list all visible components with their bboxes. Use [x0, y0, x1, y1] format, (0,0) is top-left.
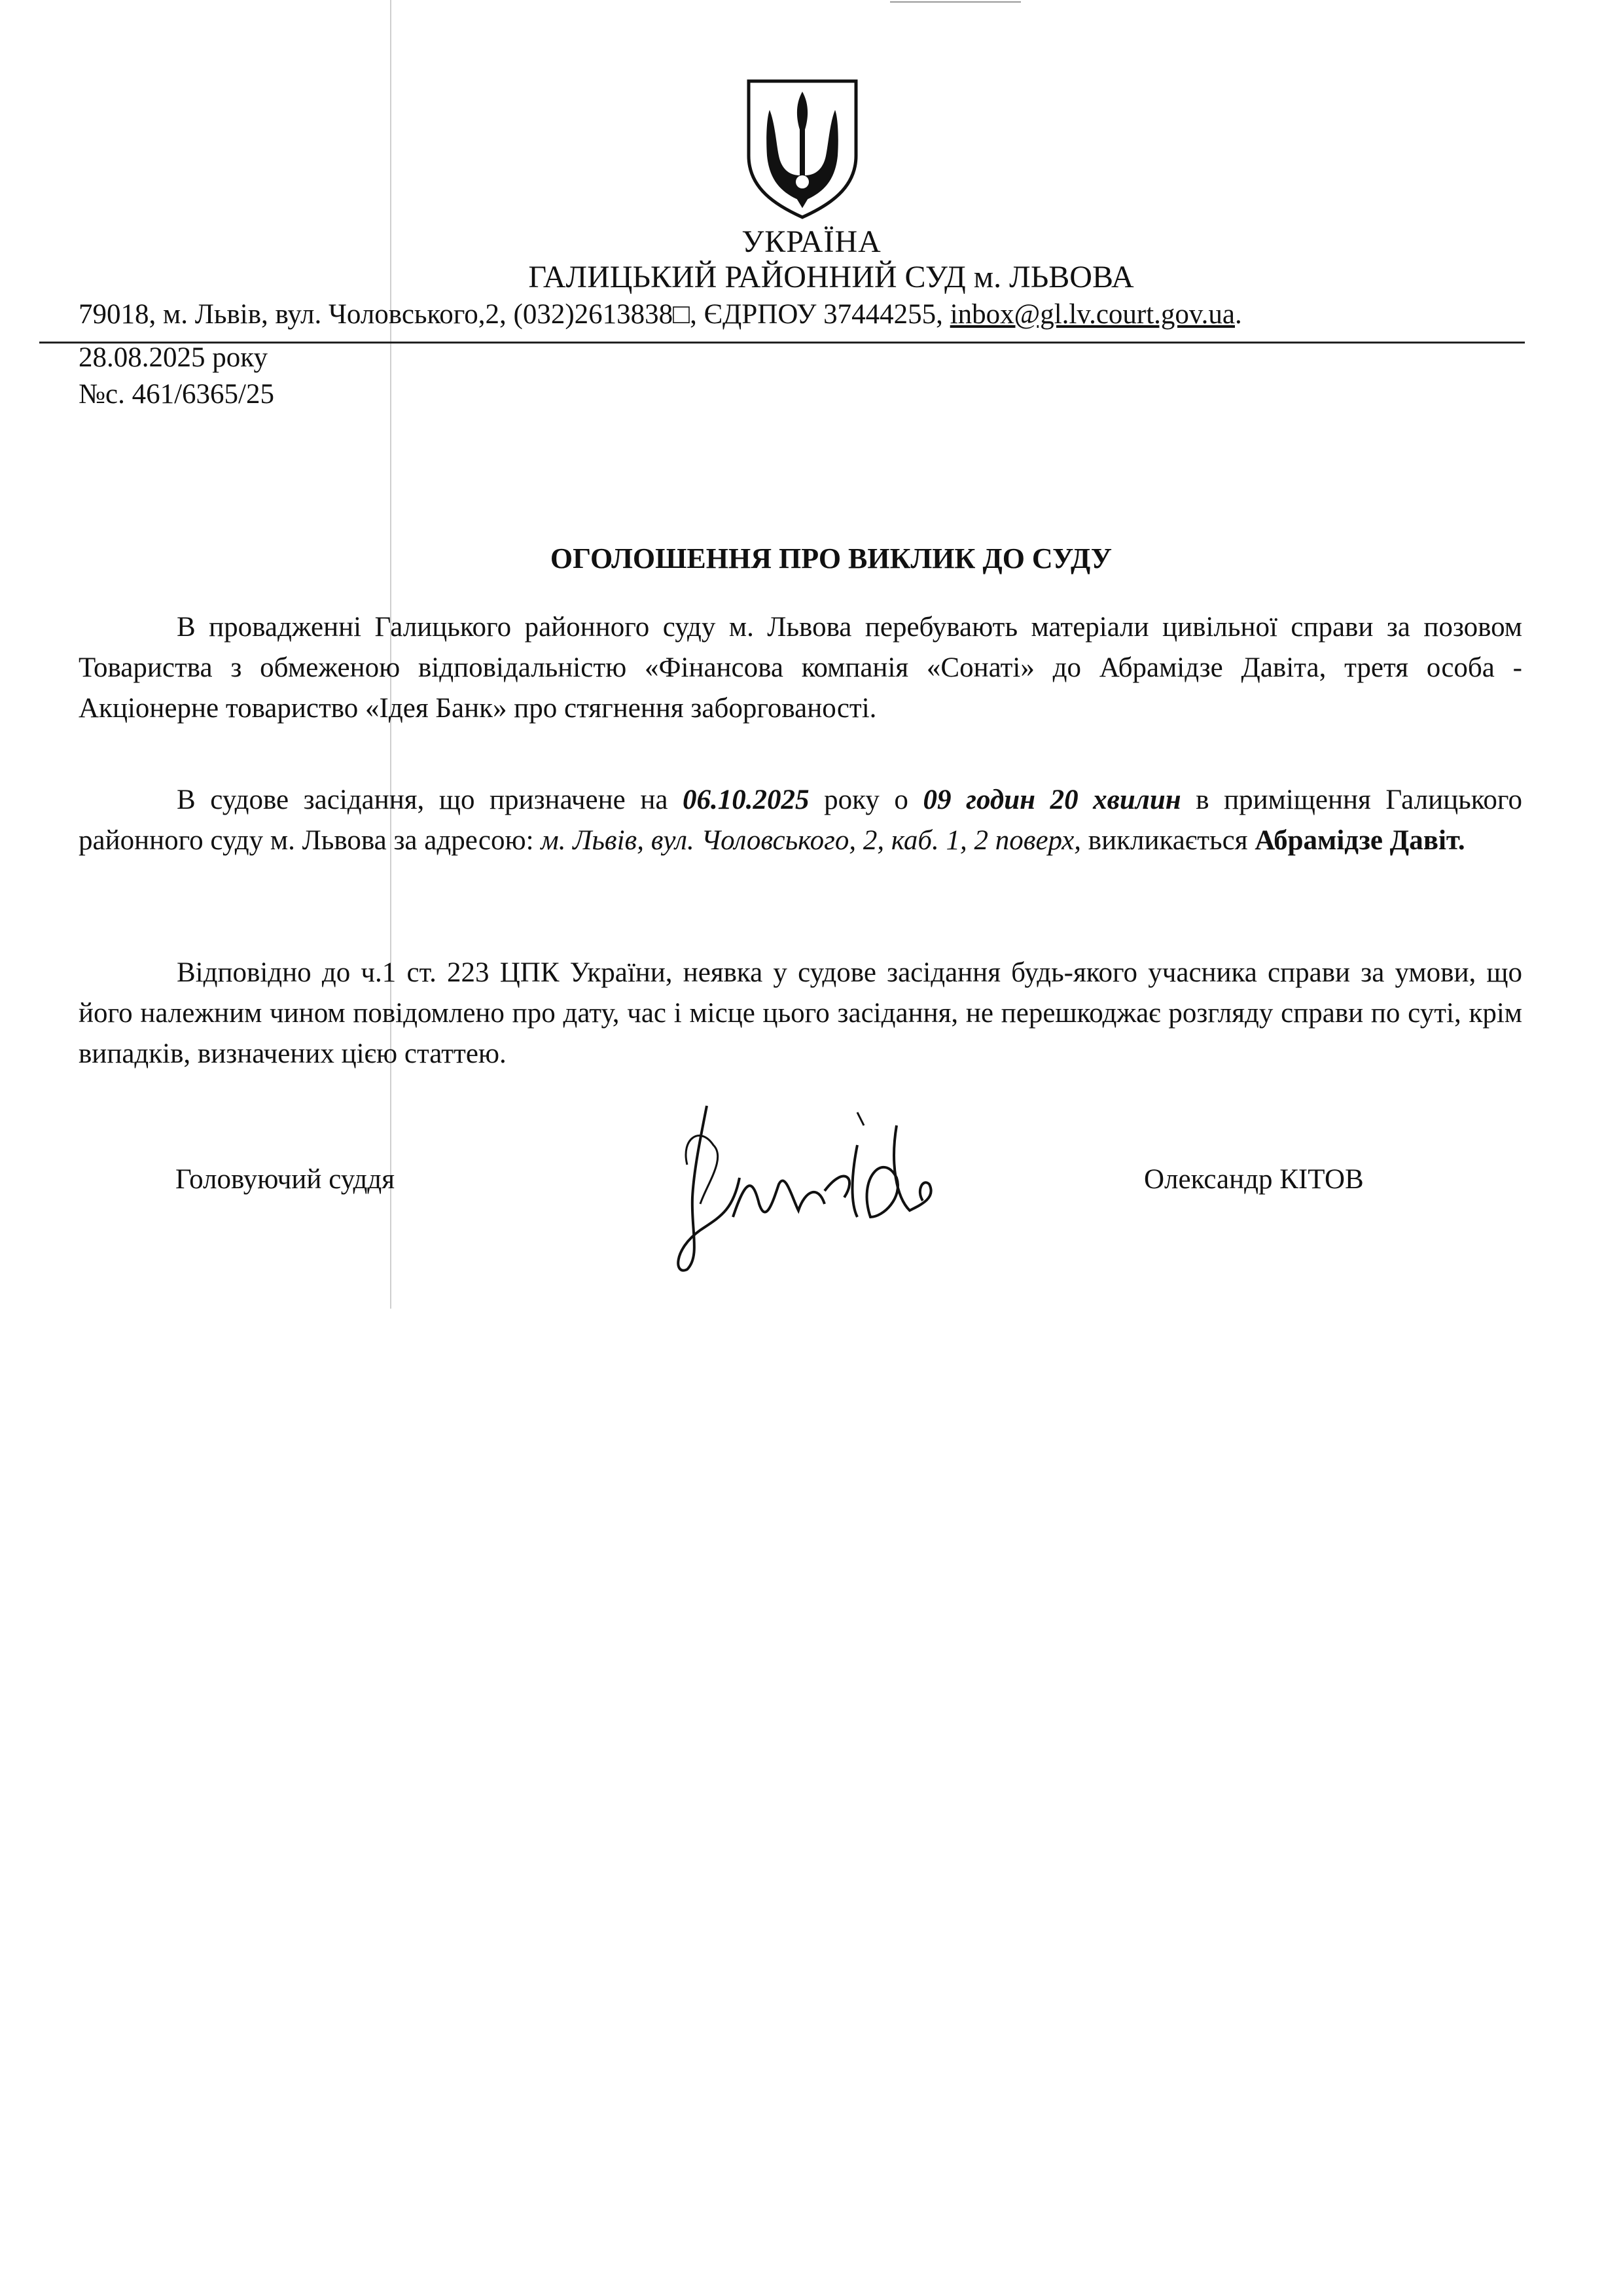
court-address-line: [79, 298, 1518, 330]
address-text: 79018, м. Львів, вул. Чоловського,2, (032)2613838□, ЄДРПОУ 37444255,: [79, 299, 950, 330]
address-suffix: .: [1234, 299, 1242, 330]
summoned-person: Абрамідзе Давіт.: [1255, 825, 1465, 856]
handwritten-signature-icon: [661, 1086, 962, 1282]
coat-of-arms-icon: [743, 77, 861, 220]
document-date: 28.08.2025 року: [79, 342, 268, 373]
document-title: ОГОЛОШЕННЯ ПРО ВИКЛИК ДО СУДУ: [550, 542, 1113, 574]
paragraph-case-materials: В провадженні Галицького районного суду м. Львова перебувають матеріали цивільної справи за позовом Товариства з обмеженою відповідальністю «Фінансова компанія «Сонаті» до Абрамідзе Давіта, третя особа - Акціонерне товариство «Ідея Банк» про стягнення заборгованості.: [79, 612, 1522, 724]
hearing-date: 06.10.2025: [683, 785, 810, 815]
summons-text-2: року о: [809, 785, 923, 815]
summons-text-3: в приміщення Галицького районного суду м. Львова за адресою:: [79, 785, 1522, 856]
judge-name: Олександр КІТОВ: [1144, 1164, 1364, 1195]
summons-text-4: викликається: [1081, 825, 1255, 856]
hearing-time: 09 годин 20 хвилин: [923, 785, 1181, 815]
judge-role: Головуючий суддя: [175, 1164, 395, 1195]
hearing-address: м. Львів, вул. Чоловського, 2, каб. 1, 2 поверх,: [541, 825, 1082, 856]
case-number: №с. 461/6365/25: [79, 379, 275, 410]
country-heading: УКРАЇНА: [741, 224, 882, 259]
scan-artifact-mark: [890, 1, 1021, 3]
email-link[interactable]: inbox@gl.lv.court.gov.ua: [950, 299, 1235, 330]
court-name-heading: ГАЛИЦЬКИЙ РАЙОННИЙ СУД м. ЛЬВОВА: [528, 260, 1134, 294]
summons-text-1: В судове засідання, що призначене на: [177, 785, 683, 815]
paragraph-legal-basis: Відповідно до ч.1 ст. 223 ЦПК України, неявка у судове засідання будь-якого учасника справи за умови, що його належним чином повідомлено про дату, час і місце цього засідання, не перешкоджає розгляду справи по суті, крім випадків, визначених цією статтею.: [79, 957, 1522, 1069]
paragraph-hearing-summons: [79, 780, 1522, 861]
